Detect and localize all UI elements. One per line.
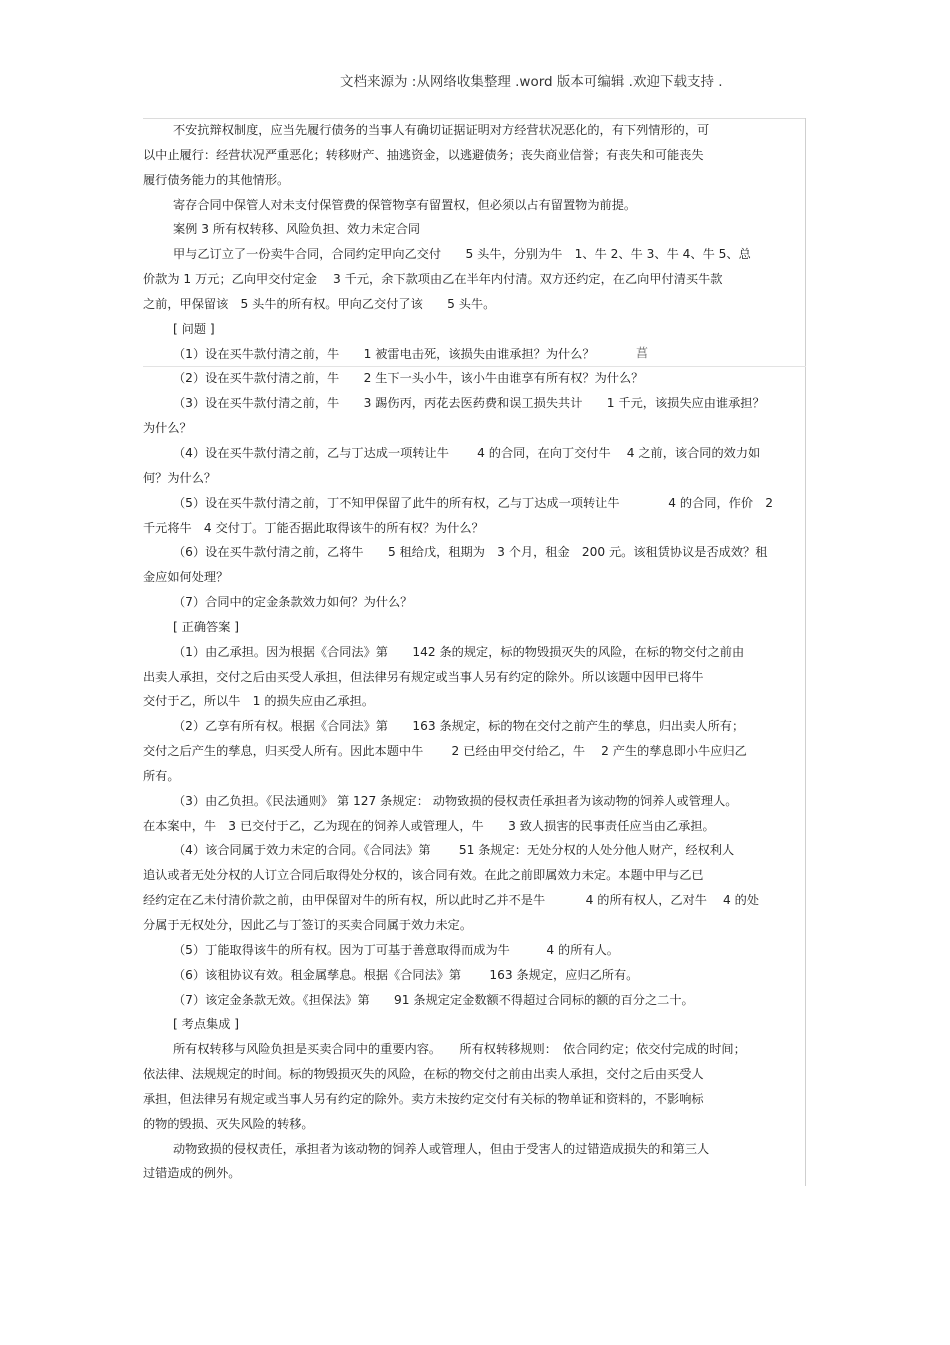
text-line: 甲与乙订立了一份卖牛合同，合同约定甲向乙交付 5 头牛，分别为牛 1、牛 2、牛 3、牛 4、牛 5、总 xyxy=(173,247,751,262)
text-line: （4）该合同属于效力未定的合同。《合同法》第 51 条规定：无处分权的人处分他人财产，经权利人 xyxy=(173,843,735,858)
text-line: 金应如何处理？ xyxy=(143,570,229,585)
text-line: 不安抗辩权制度，应当先履行债务的当事人有确切证据证明对方经营状况恶化的，有下列情形的，可 xyxy=(173,123,710,137)
text-line: （6）设在买牛款付清之前，乙将牛 5 租给戊，租期为 3 个月，租金 200 元。该租赁协议是否成效？租 xyxy=(173,545,768,560)
text-line: [ 问题 ] xyxy=(173,321,215,336)
stamp-mark: 菖 xyxy=(636,346,649,360)
text-line: （1）设在买牛款付清之前，牛 1 被雷电击死，该损失由谁承担？为什么？ xyxy=(173,346,595,361)
text-line: 交付于乙，所以牛 1 的损失应由乙承担。 xyxy=(143,694,375,709)
text-line: 承担，但法律另有规定或当事人另有约定的除外。卖方未按约定交付有关标的物单证和资料的，不影响标 xyxy=(143,1091,704,1106)
text-line: （1）由乙承担。因为根据《合同法》第 142 条的规定，标的物毁损灭失的风险，在标的物交付之前由 xyxy=(173,644,745,659)
text-line: 过错造成的例外。 xyxy=(143,1166,241,1181)
text-line: 依法律、法规规定的时间。标的物毁损灭失的风险，在标的物交付之前由出卖人承担，交付之后由买受人 xyxy=(143,1067,704,1082)
text-line: （2）设在买牛款付清之前，牛 2 生下一头小牛，该小牛由谁享有所有权？为什么？ xyxy=(173,371,644,386)
text-line: 以中止履行：经营状况严重恶化；转移财产、抽逃资金，以逃避债务；丧失商业信誉；有丧失和可能丧失 xyxy=(143,147,704,162)
text-line: 案例 3 所有权转移、风险负担、效力未定合同 xyxy=(173,222,421,237)
text-line: 履行债务能力的其他情形。 xyxy=(143,172,290,187)
text-line: 所有。 xyxy=(143,768,180,783)
text-line: 交付之后产生的孳息，归买受人所有。因此本题中牛 2 已经由甲交付给乙，牛 2 产生的孳息即小牛应归乙 xyxy=(143,744,747,759)
text-line: 为什么？ xyxy=(143,421,192,436)
text-line: （6）该租协议有效。租金属孳息。根据《合同法》第 163 条规定，应归乙所有。 xyxy=(173,967,639,982)
text-line: 经约定在乙未付清价款之前，由甲保留对牛的所有权，所以此时乙并不是牛 4 的所有权人，乙对牛 4 的处 xyxy=(143,893,760,908)
text-line: 分属于无权处分，因此乙与丁签订的买卖合同属于效力未定。 xyxy=(143,918,473,932)
text-line: （3）设在买牛款付清之前，牛 3 踢伤丙，丙花去医药费和误工损失共计 1 千元，该损失应由谁承担？ xyxy=(173,396,765,411)
text-line: （7）合同中的定金条款效力如何？为什么？ xyxy=(173,595,413,610)
text-line: 的物的毁损、灭失风险的转移。 xyxy=(143,1116,314,1131)
text-line: 何？为什么？ xyxy=(143,470,217,485)
text-line: 价款为 1 万元；乙向甲交付定金 3 千元，余下款项由乙在半年内付清。双方还约定，在乙向甲付清买牛款 xyxy=(143,272,723,287)
text-line: 寄存合同中保管人对未支付保管费的保管物享有留置权，但必须以占有留置物为前提。 xyxy=(173,197,637,212)
text-line: （2）乙享有所有权。根据《合同法》第 163 条规定，标的物在交付之前产生的孳息，归出卖人所有； xyxy=(173,719,745,734)
text-line: （5）丁能取得该牛的所有权。因为丁可基于善意取得而成为牛 4 的所有人。 xyxy=(173,942,619,957)
text-line: （4）设在买牛款付清之前，乙与丁达成一项转让牛 4 的合同，在向丁交付牛 4 之前，该合同的效力如 xyxy=(173,445,761,460)
text-line: [ 正确答案 ] xyxy=(173,619,240,634)
text-line: 出卖人承担，交付之后由买受人承担，但法律另有规定或当事人另有约定的除外。所以该题中因甲已将牛 xyxy=(143,669,704,684)
text-line: （5）设在买牛款付清之前，丁不知甲保留了此牛的所有权，乙与丁达成一项转让牛 4 的合同，作价 2 xyxy=(173,495,773,510)
text-line: （7）该定金条款无效。《担保法》第 91 条规定定金数额不得超过合同标的额的百分之二十。 xyxy=(173,992,694,1007)
text-line: 千元将牛 4 交付丁。丁能否据此取得该牛的所有权？为什么？ xyxy=(143,520,484,535)
document-header: 文档来源为 :从网络收集整理 .word 版本可编辑 .欢迎下载支持 . xyxy=(340,74,723,90)
document-body xyxy=(143,118,807,1186)
text-line: 动物致损的侵权责任，承担者为该动物的饲养人或管理人，但由于受害人的过错造成损失的和第三人 xyxy=(173,1141,710,1156)
text-line: 在本案中，牛 3 已交付于乙，乙为现在的饲养人或管理人，牛 3 致人损害的民事责任应当由乙承担。 xyxy=(143,818,715,833)
text-line: 所有权转移与风险负担是买卖合同中的重要内容。 所有权转移规则： 依合同约定；依交付完成的时间； xyxy=(173,1042,746,1057)
text-line: 追认或者无处分权的人订立合同后取得处分权的，该合同有效。在此之前即属效力未定。本题中甲与乙已 xyxy=(143,868,704,883)
text-line: [ 考点集成 ] xyxy=(173,1017,240,1032)
text-line: 之前，甲保留该 5 头牛的所有权。甲向乙交付了该 5 头牛。 xyxy=(143,296,496,311)
text-line: （3）由乙负担。《民法通则》 第 127 条规定： 动物致损的侵权责任承担者为该动物的饲养人或管理人。 xyxy=(173,793,738,808)
